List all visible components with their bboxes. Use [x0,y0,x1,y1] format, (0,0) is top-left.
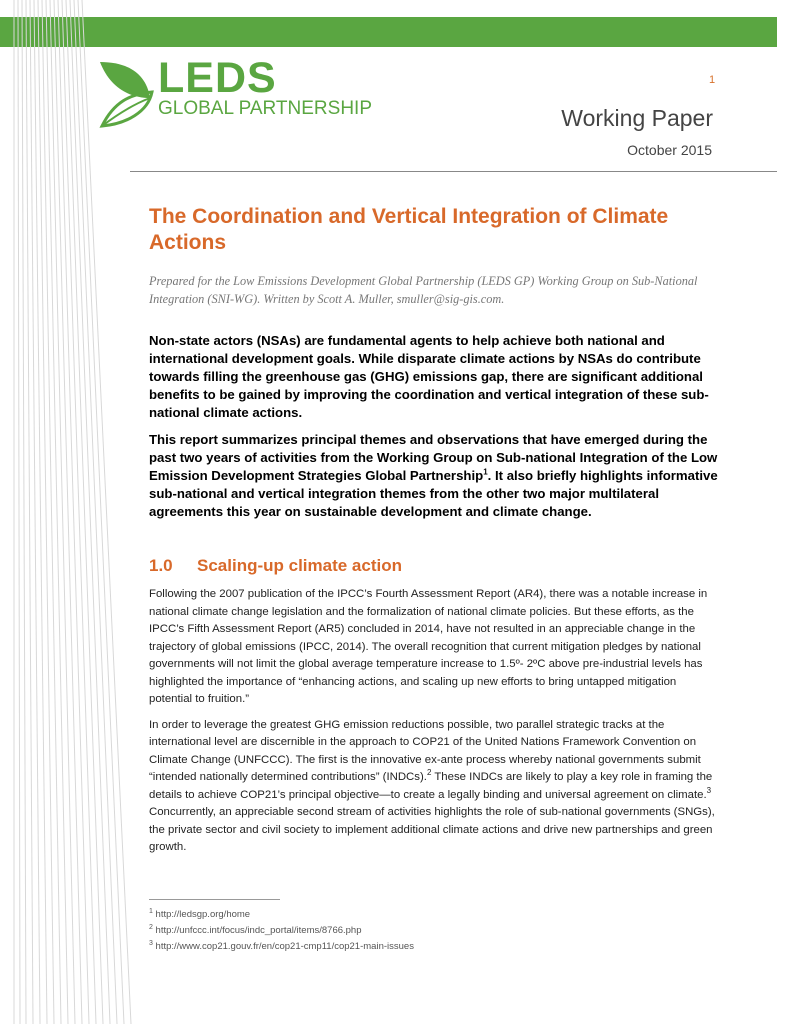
leds-gp-logo [96,54,386,130]
summary-2-text-b: . It also briefly highlights informative sub-national and vertical integration themes from the other two major multilateral agreements this year on sustainable development and climate change. [149,468,718,519]
footnote-link[interactable]: http://ledsgp.org/home [152,909,251,920]
summary-2-text-a: This report summarizes principal themes and observations that have emerged during the past two years of activities from the Working Group on Sub-national Integration of the Low Emission Development Strategies Global Partnership [149,432,718,483]
logo-leds-text: LEDS [158,54,277,102]
main-content [149,204,719,857]
footnote-1 [149,907,414,923]
body-paragraph-2 [149,717,719,857]
page-number: 1 [709,74,716,86]
decorative-rays [0,0,150,1024]
body-2-text-a: In order to leverage the greatest GHG emission reductions possible, two parallel strategic tracks at the international level are discernible in the approach to COP21 of the United Nations Framework Convention on Climate Change (UNFCCC). The first is the innovative ex-ante process whereby national governments submit “intended nationally determined contributions” (INDCs). [149,718,701,783]
footnote-ref-3[interactable]: 3 [706,785,712,795]
footnote-number: 1 [149,907,153,915]
footnote-ref-2[interactable]: 2 [426,768,432,778]
section-heading [149,556,719,576]
footnote-2 [149,923,414,939]
header-divider [130,171,777,172]
leaf-icon [96,58,158,130]
body-paragraph-1: Following the 2007 publication of the IPCC’s Fourth Assessment Report (AR4), there was a notable increase in national climate change legislation and the formalization of national climate policies. But these efforts, as the IPCC’s Fifth Assessment Report (AR5) concluded in 2014, have not resulted in an appreciable change in the trajectory of global emissions (IPCC, 2014). The overall recognition that current mitigation pledges by national governments will not limit the global average temperature increase to 1.5º- 2ºC above pre-industrial levels has highlighted the importance of “enhancing actions, and scaling up new efforts to bring untapped mitigation potential to fruition.” [149,588,708,705]
footnote-divider [149,899,280,900]
section-title: Scaling-up climate action [197,556,402,575]
section-number: 1.0 [149,556,173,575]
footnote-3 [149,939,414,955]
footnote-link[interactable]: http://unfccc.int/focus/indc_portal/items/8766.php [152,925,362,936]
footnote-link[interactable]: http://www.cop21.gouv.fr/en/cop21-cmp11/cop21-main-issues [152,941,414,952]
document-date: October 2015 [627,142,712,158]
footnote-number: 3 [149,939,153,947]
summary-paragraph-1: Non-state actors (NSAs) are fundamental agents to help achieve both national and international development goals. While disparate climate actions by NSAs do contribute towards filling the greenhouse gas (GHG) emissions gap, there are significant additional benefits to be gained by improving the coordination and vertical integration of these sub-national climate actions. [149,333,709,420]
footnote-ref-1[interactable]: 1 [483,467,488,477]
document-title: The Coordination and Vertical Integration of Climate Actions [149,205,669,254]
body-2-text-c: Concurrently, an appreciable second stream of activities highlights the role of sub-national governments (SNGs), the private sector and civil society to implement additional climate actions and drive new partnerships and green growth. [149,806,715,853]
logo-partnership-text: GLOBAL PARTNERSHIP [158,98,372,119]
footnote-number: 2 [149,923,153,931]
footnotes [149,907,414,955]
byline: Prepared for the Low Emissions Development Global Partnership (LEDS GP) Working Group on Sub-National Integration (SNI-WG). Written by Scott A. Muller, smuller@sig-gis.com. [149,274,698,306]
summary-paragraph-2 [149,431,719,521]
body-2-text-b: These INDCs are likely to play a key role in framing the details to achieve COP21’s principal objective—to create a legally binding and universal agreement on climate. [149,771,713,801]
document-type: Working Paper [561,105,713,131]
